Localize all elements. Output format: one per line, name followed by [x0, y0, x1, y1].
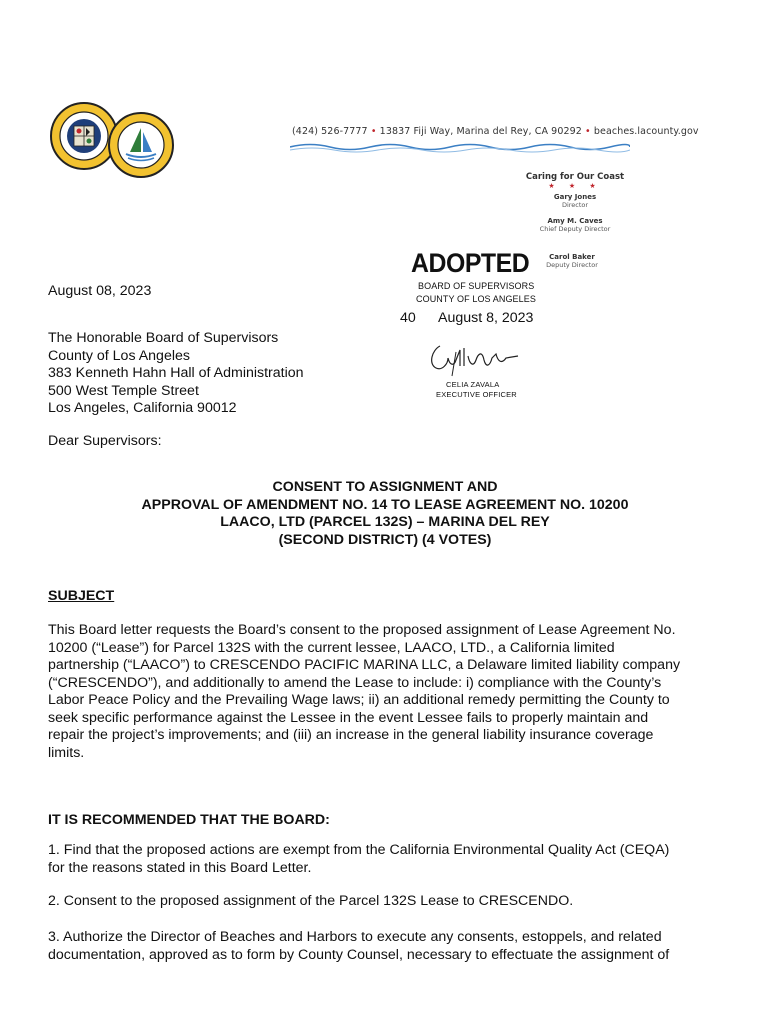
executive-block: [520, 172, 630, 233]
deputy-director-block: [540, 253, 604, 269]
letterhead-phone: (424) 526-7777: [292, 126, 368, 137]
recipient-address: [48, 330, 304, 418]
deputy-title: Deputy Director: [546, 261, 598, 269]
stamp-signer-name: CELIA ZAVALA: [446, 380, 500, 389]
recipient-line: The Honorable Board of Supervisors: [48, 330, 279, 346]
recipient-line: Los Angeles, California 90012: [48, 400, 237, 416]
chief-deputy-name: Amy M. Caves: [547, 217, 603, 225]
subject-heading: SUBJECT: [48, 588, 115, 604]
county-seal-graphic: [52, 104, 116, 168]
recommendation-2: [48, 893, 728, 911]
subject-line: (“CRESCENDO”), and additionally to amend the Lease to include: i) compliance with the County’s: [48, 674, 662, 691]
letter-date: August 08, 2023: [48, 283, 152, 299]
subject-line: limits.: [48, 744, 85, 761]
director-title: Director: [561, 201, 589, 209]
beaches-seal-graphic: [110, 114, 172, 176]
letterhead-website: beaches.lacounty.gov: [593, 126, 699, 137]
recommendation-1: [48, 842, 728, 877]
title-line: LAACO, LTD (PARCEL 132S) – MARINA DEL REY: [220, 514, 550, 530]
tagline: Caring for Our Coast: [525, 172, 625, 182]
letter-title: [0, 479, 770, 549]
tagline-stars: ★ ★ ★: [548, 182, 602, 190]
stamp-item-number: 40: [400, 310, 416, 326]
salutation: Dear Supervisors:: [48, 433, 162, 449]
recommendation-3: [48, 929, 728, 964]
recommendation-line: documentation, approved as to form by County Counsel, necessary to effectuate the assignment of: [48, 946, 670, 963]
recipient-line: 383 Kenneth Hahn Hall of Administration: [48, 365, 304, 381]
letterhead-contact-line: [292, 126, 699, 137]
stamp-date: August 8, 2023: [438, 310, 534, 326]
title-line: APPROVAL OF AMENDMENT NO. 14 TO LEASE AGREEMENT NO. 10200: [141, 496, 629, 513]
stamp-board-line: BOARD OF SUPERVISORS: [418, 281, 535, 291]
subject-line: Labor Peace Policy and the Prevailing Wage laws; ii) an additional remedy permitting the County to: [48, 692, 670, 708]
subject-paragraph: [48, 622, 728, 762]
adopted-stamp: ADOPTED: [411, 248, 530, 278]
recommendation-line: 3. Authorize the Director of Beaches and Harbors to execute any consents, estoppels, and related: [48, 929, 662, 945]
recommendation-line: for the reasons stated in this Board Letter.: [48, 859, 312, 876]
recommendation-line: 2. Consent to the proposed assignment of the Parcel 132S Lease to CRESCENDO.: [48, 893, 574, 909]
separator-dot: •: [370, 126, 377, 137]
deputy-name: Carol Baker: [549, 253, 595, 261]
subject-line: repair the project’s improvements; and (iii) an increase in the general liability insurance coverage: [48, 727, 654, 743]
letterhead-address: 13837 Fiji Way, Marina del Rey, CA 90292: [379, 126, 582, 137]
recommendation-line: 1. Find that the proposed actions are exempt from the California Environmental Quality Act (CEQA): [48, 842, 670, 858]
beaches-harbors-seal-logo: [108, 112, 174, 178]
director-name: Gary Jones: [553, 193, 597, 201]
county-seal-logo: [50, 102, 118, 170]
stamp-signer-title: EXECUTIVE OFFICER: [436, 390, 517, 399]
subject-line: seek specific performance against the Lessee in the event Lessee fails to properly maintain and: [48, 709, 649, 726]
recipient-line: 500 West Temple Street: [48, 382, 199, 399]
stamp-county-line: COUNTY OF LOS ANGELES: [416, 294, 536, 304]
title-line: (SECOND DISTRICT) (4 VOTES): [278, 531, 492, 548]
separator-dot: •: [585, 126, 591, 137]
subject-line: partnership (“LAACO”) to CRESCENDO PACIFIC MARINA LLC, a Delaware limited liability company: [48, 657, 681, 673]
subject-line: This Board letter requests the Board’s consent to the proposed assignment of Lease Agreement No.: [48, 622, 676, 638]
recommendation-heading: IT IS RECOMMENDED THAT THE BOARD:: [48, 812, 330, 828]
recipient-line: County of Los Angeles: [48, 347, 190, 364]
subject-line: 10200 (“Lease”) for Parcel 132S with the current lessee, LAACO, LTD., a California limited: [48, 639, 615, 656]
letterhead-wave-divider: [290, 141, 630, 153]
title-line: CONSENT TO ASSIGNMENT AND: [272, 479, 498, 495]
chief-deputy-title: Chief Deputy Director: [539, 225, 611, 233]
executive-officer-signature: [426, 336, 526, 378]
